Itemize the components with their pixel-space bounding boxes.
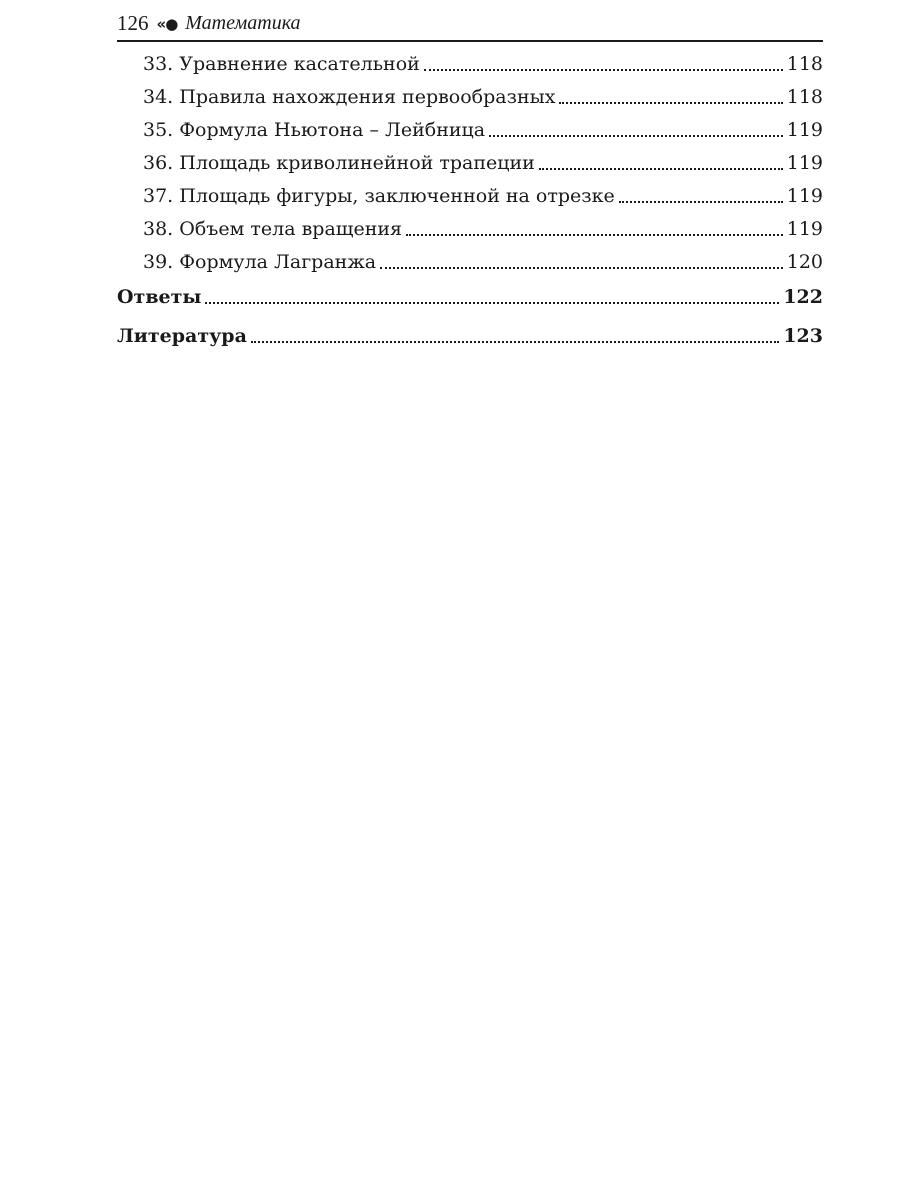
page-header [117,8,823,38]
dot-leader [489,134,783,137]
toc-entry-title: 36. Площадь криволинейной трапеции [143,152,535,174]
toc-entry-page: 119 [786,119,823,141]
dot-leader [380,266,783,269]
toc-entry-33 [117,53,823,86]
toc-entry-38 [117,218,823,251]
page-number: 126 [117,10,149,35]
toc-entry-page: 119 [786,218,823,240]
dot-leader [559,101,782,104]
toc-entry-title: 34. Правила нахождения первообразных [143,86,556,108]
toc-entry-36 [117,152,823,185]
toc-entry-literature [117,325,823,362]
toc-entry-title: 37. Площадь фигуры, заключенной на отрезке [143,185,615,207]
dot-leader [251,340,779,343]
toc-entry-title: 38. Объем тела вращения [143,218,403,240]
dot-leader [539,167,783,170]
dot-leader [406,233,783,236]
toc-entry-page: 118 [786,53,823,75]
toc-entry-page: 120 [786,251,823,273]
toc-entry-answers [117,286,823,323]
toc-entry-35 [117,119,823,152]
header-rule [117,40,823,42]
header-separator-icon: «● [156,14,178,33]
toc-entry-page: 123 [783,325,823,347]
toc-entry-title: 33. Уравнение касательной [143,53,420,75]
toc-entry-39 [117,251,823,284]
toc-entry-title: Литература [117,325,247,347]
toc-entry-title: Ответы [117,286,202,308]
toc-entry-page: 118 [786,86,823,108]
toc-entry-title: 35. Формула Ньютона – Лейбница [143,119,486,141]
toc-entry-34 [117,86,823,119]
dot-leader [205,301,779,304]
toc-entry-page: 119 [786,152,823,174]
dot-leader [424,68,783,71]
toc-entry-37 [117,185,823,218]
table-of-contents [117,53,823,362]
dot-leader [619,200,783,203]
toc-entry-page: 122 [783,286,823,308]
toc-entry-title: 39. Формула Лагранжа [143,251,377,273]
book-title: Математика [185,11,301,34]
toc-entry-page: 119 [786,185,823,207]
